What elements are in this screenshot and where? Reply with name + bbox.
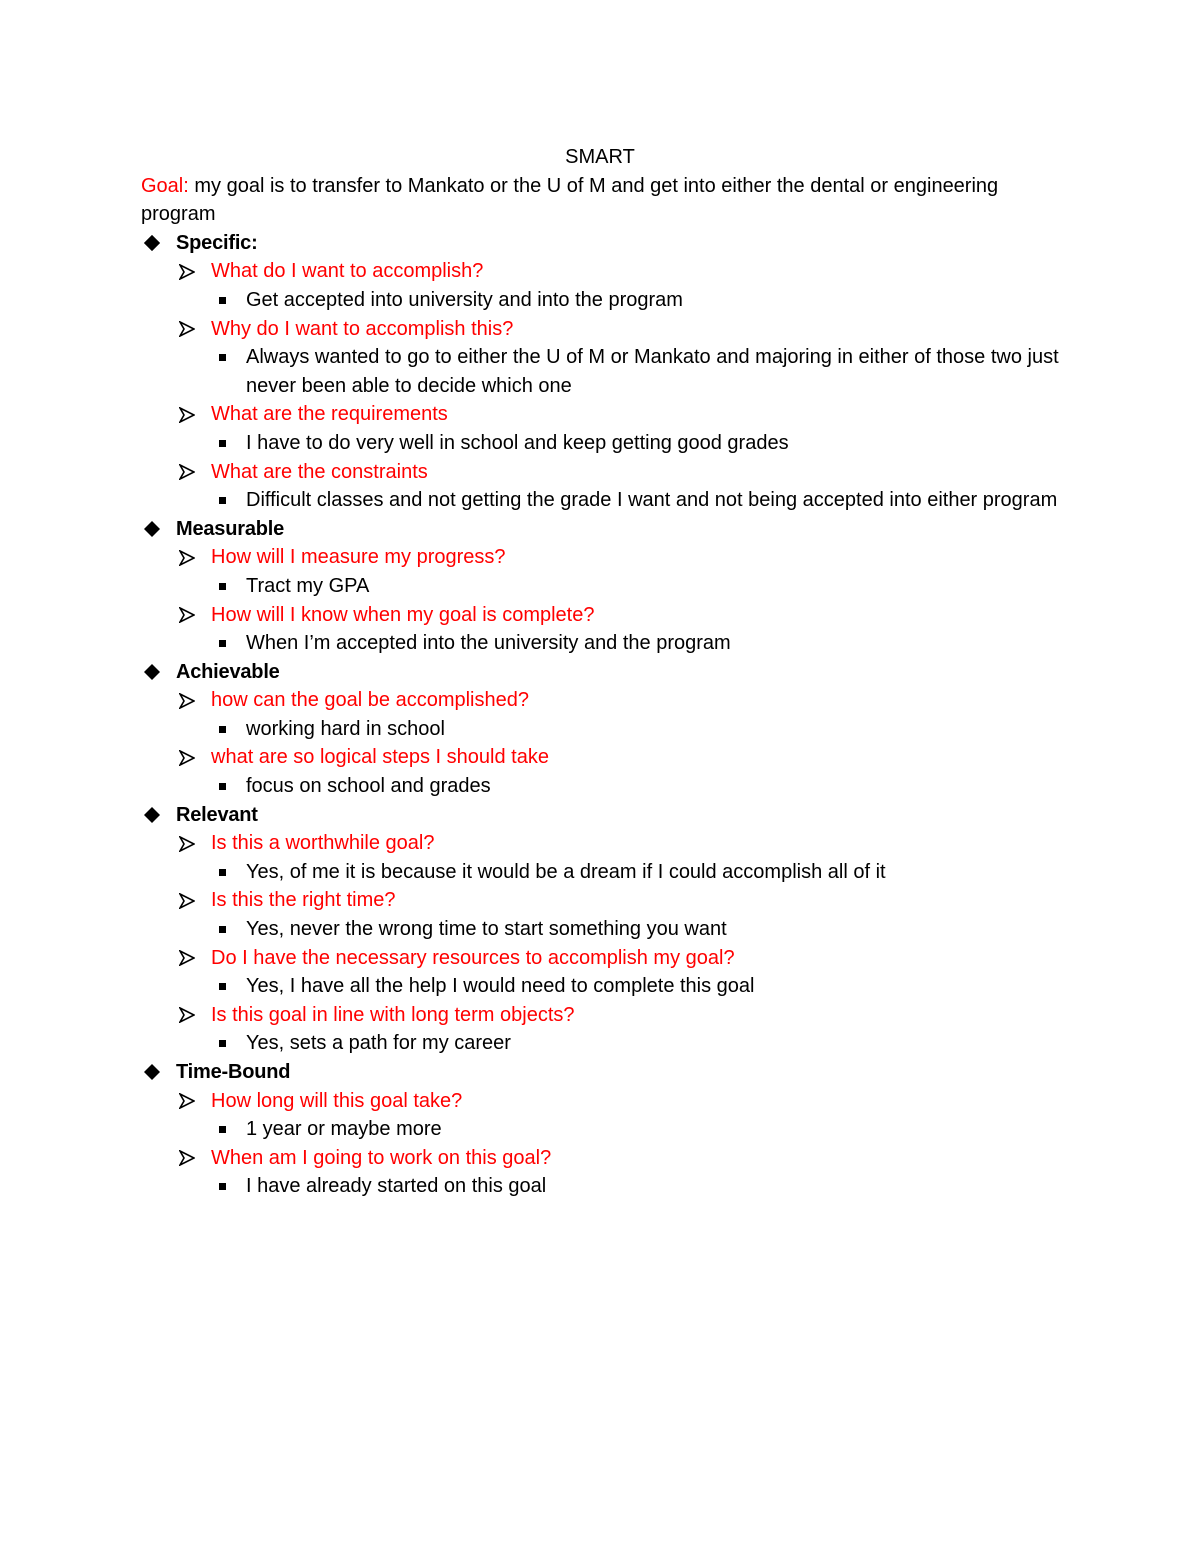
question-item	[176, 315, 1071, 401]
diamond-bullet-icon	[141, 801, 163, 830]
answer-item	[211, 286, 1071, 315]
question-item	[176, 829, 1071, 886]
arrowhead-bullet-icon	[176, 743, 198, 772]
goal-statement	[141, 172, 1071, 229]
answer-list	[211, 343, 1071, 400]
question-text: what are so logical steps I should take	[211, 746, 549, 769]
answer-list	[211, 1115, 1071, 1144]
answer-list	[211, 1029, 1071, 1058]
arrowhead-bullet-icon	[176, 257, 198, 286]
answer-list	[211, 915, 1071, 944]
answer-text: I have already started on this goal	[246, 1175, 547, 1198]
diamond-bullet-icon	[141, 229, 163, 258]
section-label: Measurable	[176, 517, 285, 540]
square-bullet-icon	[211, 772, 233, 801]
square-bullet-icon	[211, 715, 233, 744]
square-bullet-icon	[211, 1115, 233, 1144]
answer-list	[211, 1172, 1071, 1201]
question-text: When am I going to work on this goal?	[211, 1146, 552, 1169]
arrowhead-bullet-icon	[176, 944, 198, 973]
question-list	[176, 829, 1071, 1058]
question-text: how can the goal be accomplished?	[211, 689, 529, 712]
question-item	[176, 400, 1071, 457]
arrowhead-bullet-icon	[176, 315, 198, 344]
question-item	[176, 743, 1071, 800]
question-item	[176, 257, 1071, 314]
question-item	[176, 601, 1071, 658]
question-item	[176, 543, 1071, 600]
square-bullet-icon	[211, 629, 233, 658]
arrowhead-bullet-icon	[176, 1144, 198, 1173]
answer-item	[211, 429, 1071, 458]
square-bullet-icon	[211, 572, 233, 601]
square-bullet-icon	[211, 1172, 233, 1201]
square-bullet-icon	[211, 429, 233, 458]
arrowhead-bullet-icon	[176, 686, 198, 715]
square-bullet-icon	[211, 972, 233, 1001]
question-list	[176, 686, 1071, 800]
answer-text: When I’m accepted into the university and the program	[246, 632, 731, 655]
section-time-bound	[141, 1058, 1071, 1201]
answer-list	[211, 429, 1071, 458]
answer-item	[211, 915, 1071, 944]
answer-list	[211, 286, 1071, 315]
answer-text: focus on school and grades	[246, 775, 491, 798]
answer-item	[211, 629, 1071, 658]
question-text: How will I know when my goal is complete?	[211, 603, 595, 626]
arrowhead-bullet-icon	[176, 601, 198, 630]
document-content	[141, 143, 1071, 1201]
answer-item	[211, 1029, 1071, 1058]
page-title: SMART	[565, 146, 635, 168]
question-text: Why do I want to accomplish this?	[211, 317, 514, 340]
question-text: Do I have the necessary resources to accomplish my goal?	[211, 946, 735, 969]
answer-item	[211, 486, 1071, 515]
arrowhead-bullet-icon	[176, 543, 198, 572]
question-text: Is this a worthwhile goal?	[211, 832, 435, 855]
answer-text: Difficult classes and not getting the grade I want and not being accepted into either program	[246, 489, 1058, 512]
question-item	[176, 944, 1071, 1001]
answer-item	[211, 772, 1071, 801]
arrowhead-bullet-icon	[176, 886, 198, 915]
arrowhead-bullet-icon	[176, 829, 198, 858]
arrowhead-bullet-icon	[176, 1001, 198, 1030]
section-label: Relevant	[176, 803, 258, 826]
answer-list	[211, 715, 1071, 744]
answer-list	[211, 572, 1071, 601]
answer-text: Yes, never the wrong time to start something you want	[246, 918, 727, 941]
answer-item	[211, 972, 1071, 1001]
goal-label: Goal:	[141, 174, 189, 197]
question-item	[176, 458, 1071, 515]
question-list	[176, 543, 1071, 657]
section-label: Specific:	[176, 231, 258, 254]
section-relevant	[141, 801, 1071, 1058]
answer-item	[211, 572, 1071, 601]
question-item	[176, 1001, 1071, 1058]
section-label: Achievable	[176, 660, 280, 683]
question-item	[176, 886, 1071, 943]
square-bullet-icon	[211, 343, 233, 372]
section-specific	[141, 229, 1071, 515]
square-bullet-icon	[211, 486, 233, 515]
answer-item	[211, 715, 1071, 744]
diamond-bullet-icon	[141, 1058, 163, 1087]
answer-text: I have to do very well in school and keep getting good grades	[246, 431, 789, 454]
question-text: What are the constraints	[211, 460, 428, 483]
arrowhead-bullet-icon	[176, 400, 198, 429]
question-text: Is this the right time?	[211, 889, 396, 912]
answer-text: 1 year or maybe more	[246, 1118, 442, 1141]
question-item	[176, 686, 1071, 743]
answer-list	[211, 772, 1071, 801]
answer-item	[211, 858, 1071, 887]
answer-item	[211, 343, 1071, 400]
square-bullet-icon	[211, 915, 233, 944]
question-item	[176, 1144, 1071, 1201]
section-measurable	[141, 515, 1071, 658]
diamond-bullet-icon	[141, 658, 163, 687]
question-text: How will I measure my progress?	[211, 546, 506, 569]
answer-text: working hard in school	[246, 717, 445, 740]
section-achievable	[141, 658, 1071, 801]
square-bullet-icon	[211, 286, 233, 315]
arrowhead-bullet-icon	[176, 1087, 198, 1116]
answer-text: Yes, of me it is because it would be a dream if I could accomplish all of it	[246, 860, 886, 883]
diamond-bullet-icon	[141, 515, 163, 544]
question-list	[176, 1087, 1071, 1201]
answer-text: Yes, sets a path for my career	[246, 1032, 511, 1055]
smart-sections-list	[141, 229, 1071, 1201]
question-text: What do I want to accomplish?	[211, 260, 484, 283]
square-bullet-icon	[211, 1029, 233, 1058]
answer-item	[211, 1115, 1071, 1144]
question-text: What are the requirements	[211, 403, 448, 426]
question-list	[176, 257, 1071, 514]
answer-list	[211, 486, 1071, 515]
arrowhead-bullet-icon	[176, 458, 198, 487]
answer-text: Always wanted to go to either the U of M or Mankato and majoring in either of those two just never been able to decide which one	[246, 346, 1059, 397]
section-label: Time-Bound	[176, 1061, 291, 1083]
square-bullet-icon	[211, 858, 233, 887]
answer-text: Yes, I have all the help I would need to complete this goal	[246, 975, 755, 998]
answer-text: Get accepted into university and into the program	[246, 288, 683, 311]
question-text: Is this goal in line with long term objects?	[211, 1003, 575, 1026]
question-item	[176, 1087, 1071, 1144]
answer-list	[211, 858, 1071, 887]
question-text: How long will this goal take?	[211, 1089, 463, 1112]
goal-text: my goal is to transfer to Mankato or the U of M and get into either the dental or engineering program	[141, 174, 999, 226]
answer-item	[211, 1172, 1071, 1201]
answer-list	[211, 629, 1071, 658]
answer-list	[211, 972, 1071, 1001]
answer-text: Tract my GPA	[246, 574, 370, 597]
